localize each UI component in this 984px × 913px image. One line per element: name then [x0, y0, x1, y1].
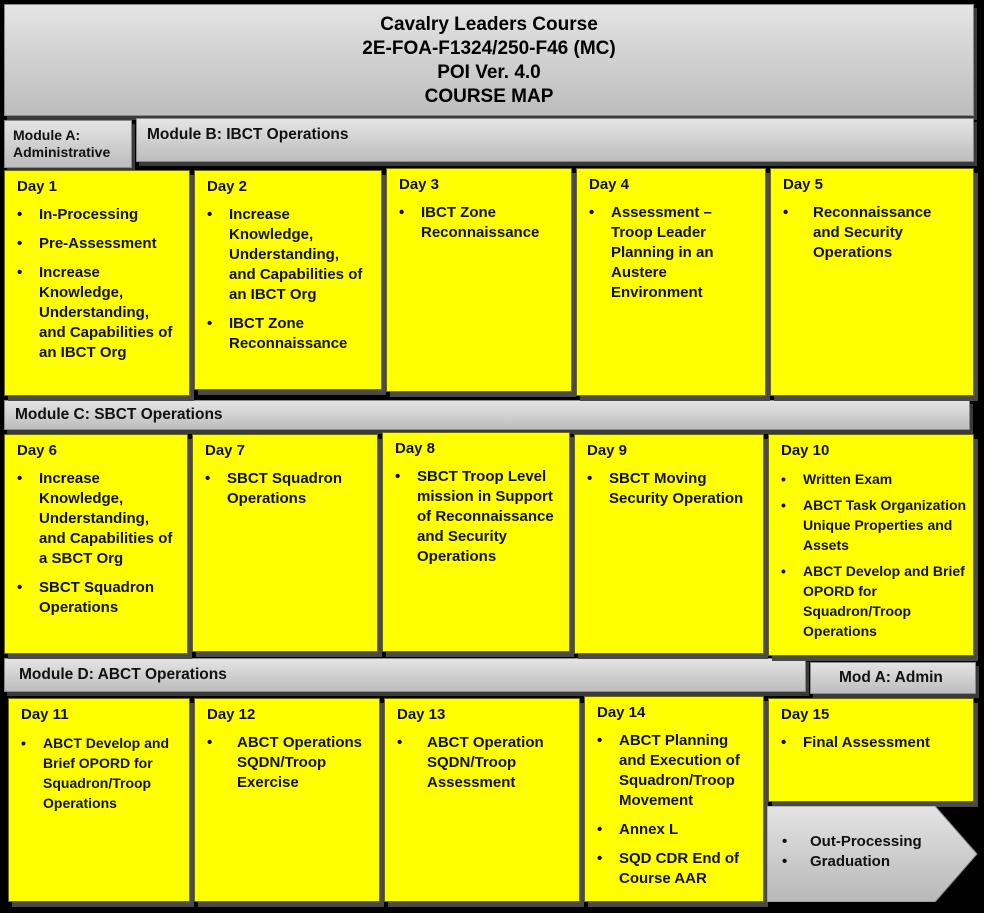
list-item: • Assessment – Troop Leader Planning in an Austere Environment [589, 203, 753, 303]
list-item: • Graduation [782, 852, 922, 872]
day-6-card [4, 434, 188, 654]
day-15-card [768, 698, 974, 802]
course-map-label: COURSE MAP [424, 86, 554, 107]
day-label: Day 15 [781, 706, 830, 723]
module-c-header [4, 400, 970, 430]
day-label: Day 1 [17, 178, 58, 195]
list-item: • Out-Processing [782, 832, 922, 852]
day-label: Day 12 [207, 706, 256, 723]
day-label: Day 8 [395, 440, 436, 457]
day-label: Day 6 [17, 442, 58, 459]
module-a-admin-header [810, 662, 976, 694]
course-title-box [4, 4, 974, 116]
day-label: Day 2 [207, 178, 248, 195]
poi-version: POI Ver. 4.0 [437, 62, 541, 83]
list-item: • ABCT Operations SQDN/Troop Exercise [207, 733, 367, 793]
day-2-card [194, 170, 382, 390]
day-9-card [574, 434, 764, 654]
day-label: Day 3 [399, 176, 440, 193]
list-item: • In-Processing [17, 205, 177, 225]
day-13-card [384, 698, 580, 902]
day-1-card [4, 170, 190, 396]
day-11-card [8, 698, 190, 902]
closing-steps [782, 832, 922, 872]
module-a-label: Module A: Administrative [13, 127, 111, 160]
day-label: Day 14 [597, 704, 646, 721]
list-item: • IBCT Zone Reconnaissance [399, 203, 559, 243]
module-d-header [4, 658, 806, 692]
module-d-label: Module D: ABCT Operations [19, 666, 227, 683]
day-10-card [768, 434, 974, 656]
day-7-card [192, 434, 378, 652]
day-4-card [576, 168, 766, 396]
list-item: • Annex L [597, 820, 757, 840]
list-item: • Increase Knowledge, Understanding, and Capabilities of an IBCT Org [207, 205, 369, 305]
module-a-header [4, 120, 132, 168]
day-12-card [194, 698, 380, 902]
day-label: Day 9 [587, 442, 628, 459]
list-item: • ABCT Develop and Brief OPORD for Squadron/Troop Operations [781, 561, 967, 641]
day-3-card [386, 168, 572, 392]
list-item: • Reconnaissance and Security Operations [783, 203, 961, 263]
day-5-card [770, 168, 974, 396]
day-14-card [584, 696, 764, 902]
list-item: • Pre-Assessment [17, 234, 177, 254]
module-b-label: Module B: IBCT Operations [147, 126, 349, 143]
day-label: Day 5 [783, 176, 824, 193]
list-item: • SBCT Troop Level mission in Support of Reconnaissance and Security Operations [395, 467, 557, 567]
list-item: • ABCT Task Organization Unique Properties and Assets [781, 495, 967, 555]
day-label: Day 7 [205, 442, 246, 459]
list-item: • ABCT Planning and Execution of Squadron/Troop Movement [597, 731, 757, 811]
day-8-card [382, 432, 570, 652]
list-item: • SQD CDR End of Course AAR [597, 849, 757, 889]
list-item: • Increase Knowledge, Understanding, and Capabilities of an IBCT Org [17, 263, 177, 363]
list-item: • Increase Knowledge, Understanding, and Capabilities of a SBCT Org [17, 469, 175, 569]
day-label: Day 4 [589, 176, 630, 193]
list-item: • SBCT Moving Security Operation [587, 469, 751, 509]
course-code: 2E-FOA-F1324/250-F46 (MC) [362, 38, 616, 59]
list-item: • ABCT Operation SQDN/Troop Assessment [397, 733, 567, 793]
day-label: Day 13 [397, 706, 446, 723]
module-a-admin-label: Mod A: Admin [839, 669, 943, 686]
list-item: • Written Exam [781, 469, 967, 489]
course-name: Cavalry Leaders Course [380, 14, 598, 35]
module-c-label: Module C: SBCT Operations [15, 406, 223, 423]
module-b-header [136, 118, 974, 162]
list-item: • SBCT Squadron Operations [17, 578, 175, 618]
list-item: • Final Assessment [781, 733, 961, 753]
day-label: Day 11 [21, 706, 69, 723]
list-item: • SBCT Squadron Operations [205, 469, 365, 509]
list-item: • ABCT Develop and Brief OPORD for Squadron/Troop Operations [21, 733, 177, 813]
list-item: • IBCT Zone Reconnaissance [207, 314, 369, 354]
day-label: Day 10 [781, 442, 830, 459]
